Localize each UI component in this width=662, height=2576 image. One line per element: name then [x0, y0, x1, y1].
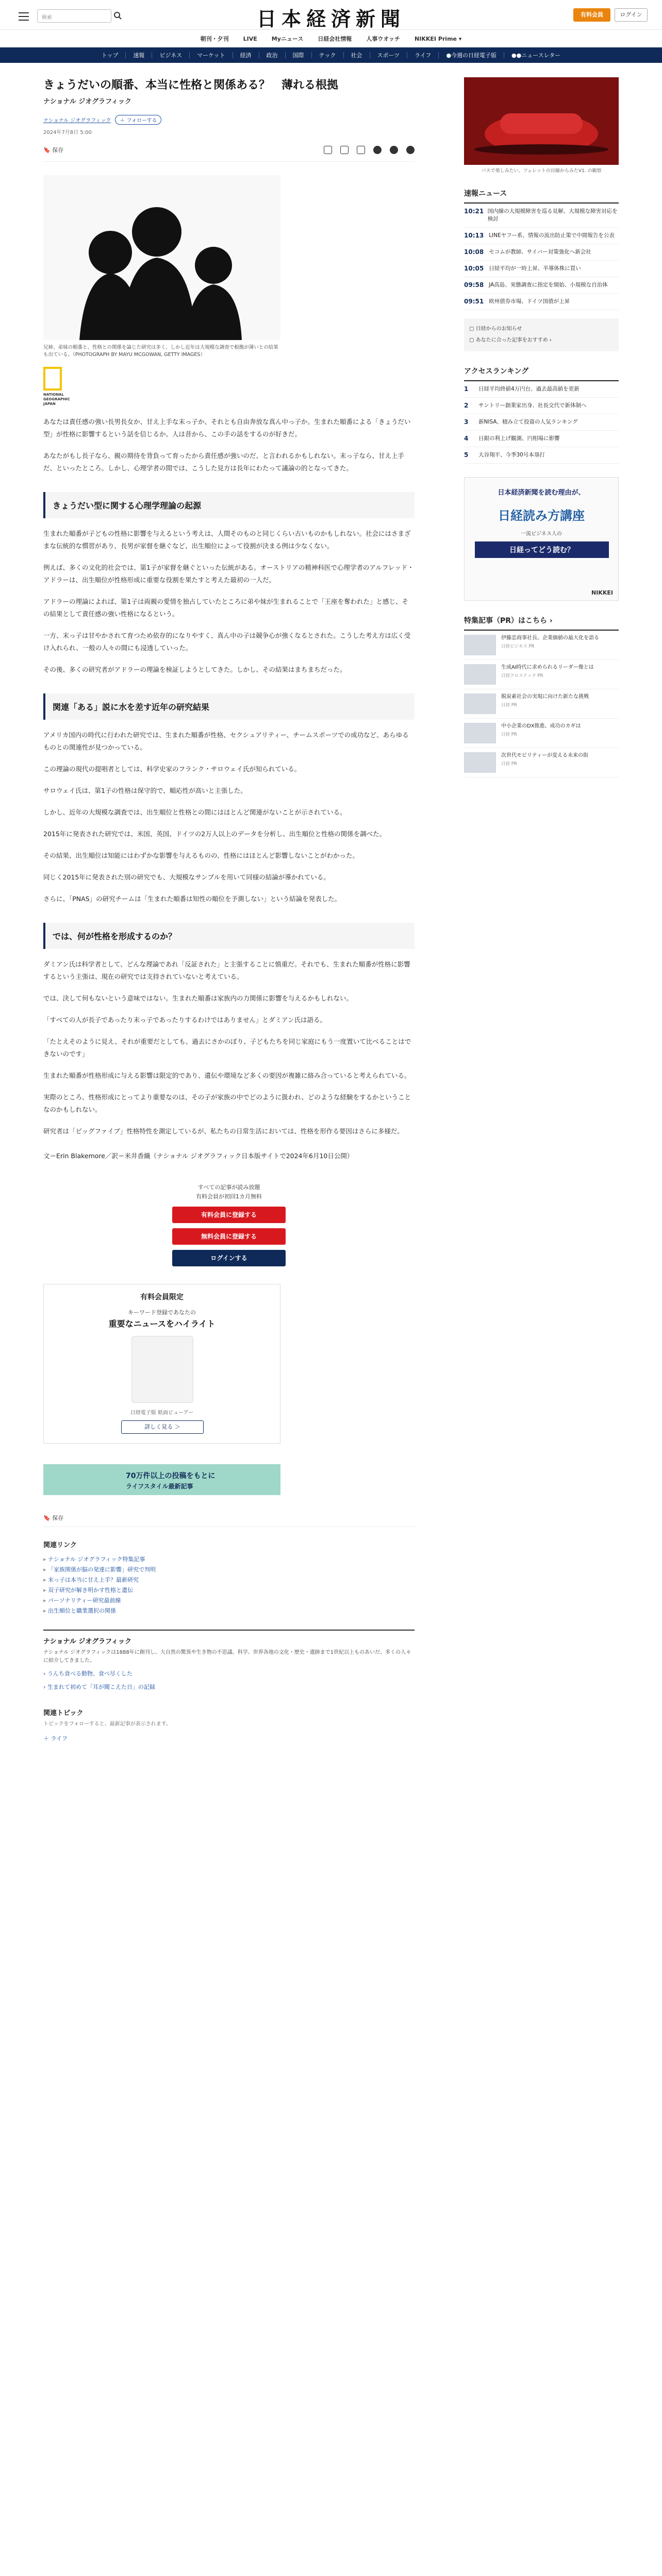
article-paragraph: さらに、「PNAS」の研究チームは「生まれた順番は知性の順位を予測しない」という結論を発表した。 — [43, 895, 341, 903]
paywall-text: すべての記事が読み放題 — [197, 1184, 260, 1191]
article-paragraph: 生まれた順番が性格形成に与える影響は限定的であり、遺伝や環境など多くの要因が複雑に絡み合っていると考えられている。 — [43, 1072, 411, 1079]
article-paragraph: しかし、近年の大規模な調査では、出生順位と性格との間にはほとんど関連がないことが示されている。 — [43, 808, 346, 816]
news-text: 国内線の大規模障害を巡る見解、大規模な障害対応を検討 — [487, 208, 618, 222]
source-box — [43, 1630, 415, 1692]
source-more-link[interactable]: › うんち食べる動物、食べ尽くした — [43, 1670, 133, 1677]
share-tools — [324, 146, 415, 154]
news-item[interactable] — [464, 204, 619, 228]
topic-description: トピックをフォローすると、最新記事が表示されます。 — [43, 1721, 171, 1727]
section-heading: 関連「ある」説に水を差す近年の研究結果 — [43, 693, 415, 720]
pr-text: 伊藤忠商事社長、企業価値の最大化を語る — [501, 635, 599, 641]
ranking-text: 日経平均終値4万円台、過去最高値を更新 — [478, 386, 580, 392]
nav-item[interactable]: 経済 — [240, 52, 252, 59]
nav-item[interactable]: トップ — [101, 52, 119, 59]
news-text: 欧州債券市場、ドイツ国債が上昇 — [489, 298, 570, 304]
news-time: 10:05 — [464, 265, 484, 272]
news-text: セコムが教師、サイバー対策強化へ新会社 — [489, 249, 591, 255]
news-item[interactable] — [464, 261, 619, 277]
nav-item[interactable]: ●今週の日経電子版 — [446, 52, 497, 59]
ranking-text: 大谷翔平、今季30号本塁打 — [478, 452, 545, 458]
site-logo[interactable]: 日本経済新聞 — [256, 7, 405, 30]
search-input[interactable]: 検索 — [37, 9, 111, 23]
nav-item[interactable]: テック — [319, 52, 336, 59]
main-navigation — [0, 47, 662, 63]
article-paragraph: 一方、末っ子は甘やかされて育つため依存的になりやすく、真ん中の子は競争心が強くなるとされた。こうした考え方は広く受け入れられ、一般の人々の間にも浸透していった。 — [43, 632, 411, 652]
news-time: 10:08 — [464, 248, 484, 256]
news-title: 速報ニュース — [464, 188, 619, 204]
ad2-line4: 日経ってどう読む？ — [475, 541, 609, 558]
sidebar-ad[interactable] — [464, 77, 619, 165]
features-more-button[interactable]: 詳しく見る ＞ — [121, 1420, 204, 1434]
article-kicker: ナショナル ジオグラフィック — [43, 98, 132, 106]
x-share-icon[interactable] — [373, 146, 382, 154]
bookmark-icon: 🔖 — [43, 147, 51, 154]
news-item[interactable] — [464, 244, 619, 261]
pr-thumbnail — [464, 723, 496, 743]
article-photo — [43, 175, 280, 340]
related-link[interactable]: ▸ 双子研究が解き明かす性格と遺伝 — [43, 1585, 415, 1596]
nav-item[interactable]: 速報 — [133, 52, 145, 59]
save-button[interactable] — [43, 146, 63, 154]
pr-item[interactable] — [464, 719, 619, 748]
sub-navigation — [0, 30, 662, 47]
notice-item[interactable]: ▢ 日経からのお知らせ — [469, 326, 522, 332]
pr-text: 次世代モビリティーが変える未来の街 — [501, 753, 588, 758]
article-paragraph: 実際のところ、性格形成にとってより重要なのは、その子が家族の中でどのように扱われ、どのような経験をするかということなのかもしれない。 — [43, 1093, 411, 1113]
pr-text: 脱炭素社会の実現に向けた新たな挑戦 — [501, 694, 589, 700]
nav-item[interactable]: マーケット — [197, 52, 225, 59]
topic-box — [43, 1707, 415, 1742]
reading-guide-ad[interactable] — [464, 477, 619, 601]
ad2-brand: NIKKEI — [591, 589, 613, 596]
article-meta — [43, 115, 415, 125]
pr-meta: 日経 PR — [501, 761, 517, 767]
top-bar — [0, 0, 662, 30]
article-paragraph: あなたは責任感の強い長男長女か、甘え上手な末っ子か、それとも自由奔放な真ん中っ子か。生まれた順番による「きょうだい型」が性格に影響するという話を信じるか。人は昔から、この手の話をするのが好きだ。 — [43, 418, 411, 438]
copy-link-icon[interactable] — [357, 146, 365, 154]
national-geographic-logo — [43, 367, 62, 391]
save-label: 保存 — [52, 1515, 64, 1521]
pr-item[interactable] — [464, 660, 619, 689]
facebook-share-icon[interactable] — [390, 146, 398, 154]
print-icon[interactable] — [324, 146, 332, 154]
subnav-item[interactable]: NIKKEI Prime ▾ — [415, 35, 462, 42]
nav-item[interactable]: スポーツ — [377, 52, 400, 59]
login-button-paywall[interactable]: ログインする — [172, 1250, 286, 1266]
ranking-item[interactable] — [464, 381, 619, 398]
pr-thumbnail — [464, 752, 496, 773]
article-paragraph: 同じく2015年に発表された別の研究でも、大規模なサンプルを用いて同様の結論が導かれている。 — [43, 873, 330, 881]
ng-logo-text: NATIONAL GEOGRAPHIC JAPAN — [43, 393, 70, 406]
ranking-number: 1 — [464, 385, 469, 393]
ad-image — [464, 77, 619, 165]
banner-line2: ライフスタイル最新記事 — [126, 1483, 193, 1490]
news-text: 日経平均が一時上昇、半導体株に買い — [489, 265, 581, 272]
notice-box — [464, 318, 619, 351]
ranking-number: 3 — [464, 418, 469, 426]
article-paragraph: あなたがもし長子なら、親の期待を背負って育ったから責任感が強いのだ、と言われるかもしれない。末っ子なら、甘え上手だ、といったところ。しかし、心理学者の間では、こうした見方は長年にわたって議論の的となってきた。 — [43, 452, 405, 472]
section-heading: では、何が性格を形成するのか？ — [43, 923, 415, 949]
features-card — [43, 1284, 280, 1444]
news-time: 09:51 — [464, 298, 484, 305]
subnav-item[interactable]: Myニュース — [271, 36, 304, 42]
article-paragraph: 「すべての人が長子であったり末っ子であったりするわけではありません」とダミアン氏は語る。 — [43, 1016, 327, 1024]
ad-caption: バスで楽しみたい、フェレットの目線からみたV1. の観察 — [481, 168, 602, 174]
news-item[interactable] — [464, 277, 619, 294]
related-link[interactable]: ▸ 末っ子は本当に甘え上手？最新研究 — [43, 1575, 415, 1585]
pr-item[interactable] — [464, 631, 619, 660]
sidebar — [464, 77, 619, 777]
related-link[interactable]: ▸ 「家族関係が脳の発達に影響」研究で判明 — [43, 1565, 415, 1575]
features-caption: 日経電子版 紙面ビューアー — [130, 1410, 194, 1416]
article-paragraph: アメリカ国内の時代に行われた研究では、生まれた順番が性格、セクシュアリティー、チームスポーツでの成功など、あらゆるものとの関連性が見つかっている。 — [43, 731, 409, 751]
news-text: LINEヤフー系、情報の流出防止策で中間報告を公表 — [489, 232, 615, 239]
subnav-item[interactable]: 朝刊・夕刊 — [200, 36, 229, 42]
pr-item[interactable] — [464, 689, 619, 719]
features-headline: 重要なニュースをハイライト — [108, 1319, 216, 1329]
pr-thumbnail — [464, 664, 496, 685]
article-paragraph: その結果、出生順位は知能にはわずかな影響を与えるものの、性格にはほとんど影響しないことがわかった。 — [43, 852, 359, 859]
source-name[interactable]: ナショナル ジオグラフィック — [43, 1638, 132, 1646]
save-label: 保存 — [52, 147, 64, 154]
ranking-item[interactable] — [464, 414, 619, 431]
news-text: JA高島、実態調査に指定を開始、小規模な自治体 — [489, 282, 608, 288]
hamburger-menu-icon[interactable] — [19, 12, 29, 21]
line-share-icon[interactable] — [406, 146, 415, 154]
pr-item[interactable] — [464, 748, 619, 777]
ranking-number: 2 — [464, 402, 469, 409]
nav-item[interactable]: ビジネス — [159, 52, 183, 59]
bookmark-icon: 🔖 — [43, 1515, 51, 1521]
article-paragraph: 研究者は「ビッグファイブ」性格特性を測定しているが、私たちの日常生活においては、性格を形作る要因はさらに多様だ。 — [43, 1127, 404, 1135]
news-item[interactable] — [464, 228, 619, 244]
paywall-box — [43, 1183, 415, 1266]
article-paragraph: ダミアン氏は科学者として、どんな理論であれ「反証された」と主張することに慎重だ。それでも、生まれた順番が性格に影響するという主張は、現在の研究では支持されていないと考えている。 — [43, 960, 410, 980]
register-free-button[interactable]: 無料会員に登録する — [172, 1228, 286, 1245]
source-link[interactable]: ナショナル ジオグラフィック — [43, 118, 111, 124]
ranking-item[interactable] — [464, 431, 619, 447]
related-list — [43, 1554, 415, 1616]
related-link[interactable]: ▸ 出生順位と職業選択の関係 — [43, 1606, 415, 1616]
pr-thumbnail — [464, 635, 496, 655]
pr-meta: 日経クロステック PR — [501, 673, 543, 679]
news-time: 10:21 — [464, 208, 484, 215]
silhouette-image — [43, 175, 280, 340]
pr-meta: 日経ビジネス PR — [501, 644, 535, 649]
features-title: 有料会員限定 — [140, 1293, 184, 1301]
paywall-text: 有料会員が初回1カ月無料 — [196, 1193, 262, 1200]
news-time: 10:13 — [464, 232, 484, 239]
ad2-line3: 一流ビジネス人の — [521, 531, 562, 537]
lifestyle-banner[interactable] — [43, 1464, 280, 1495]
nav-item[interactable]: 政治 — [266, 52, 278, 59]
article-headline: きょうだいの順番、本当に性格と関係ある？ 薄れる根拠 — [43, 79, 339, 92]
nav-item[interactable]: 社会 — [351, 52, 362, 59]
photo-caption: 兄姉、弟妹の順番と、性格との関係を論じた研究は多く、しかし近年は大規模な調査で根拠が薄いとの結果も出ている。（PHOTOGRAPH BY MAYU MCGOWAN, GETTY IMAGES） — [43, 345, 278, 358]
footer-tools — [43, 1514, 415, 1527]
pr-thumbnail — [464, 693, 496, 714]
viewer-image — [131, 1336, 193, 1403]
article-paragraph: 2015年に発表された研究では、米国、英国、ドイツの2万人以上のデータを分析し、出生順位と性格の関係を調べた。 — [43, 830, 386, 838]
pr-title[interactable]: 特集記事（PR）はこちら › — [464, 615, 619, 631]
ad2-line2: 日経読み方講座 — [498, 509, 585, 523]
banner-line1: 70万件以上の投稿をもとに — [126, 1472, 216, 1480]
article-paragraph: その後、多くの研究者がアドラーの理論を検証しようとしてきた。しかし、その結果はまちまちだった。 — [43, 666, 346, 673]
article-paragraph: では、決して何もないという意味ではない。生まれた順番は家族内の力関係に影響を与えるかもしれない。 — [43, 994, 353, 1002]
nav-item[interactable]: ライフ — [415, 52, 432, 59]
text-size-icon[interactable] — [340, 146, 349, 154]
subscribe-button[interactable]: 有料会員 — [573, 8, 610, 22]
related-link[interactable]: ▸ ナショナル ジオグラフィック特集記事 — [43, 1554, 415, 1565]
article-tools — [43, 146, 415, 162]
related-title: 関連リンク — [43, 1541, 77, 1549]
ranking-item[interactable] — [464, 398, 619, 414]
nav-item[interactable]: ●●ニュースレター — [511, 52, 561, 59]
ranking-number: 4 — [464, 435, 469, 442]
save-button-footer[interactable] — [43, 1514, 63, 1522]
pr-meta: 日経 PR — [501, 732, 517, 737]
ranking-number: 5 — [464, 451, 469, 459]
news-time: 09:58 — [464, 281, 484, 289]
source-more-link[interactable]: › 生まれて初めて「耳が聞こえた日」の記録 — [43, 1684, 155, 1690]
section-heading: きょうだい型に関する心理学理論の起源 — [43, 492, 415, 518]
subnav-item[interactable]: 日経会社情報 — [318, 36, 352, 42]
search-icon[interactable] — [113, 11, 122, 20]
ranking-text: 日銀の利上げ観測、円相場に影響 — [478, 435, 560, 442]
source-description: ナショナル ジオグラフィックは1888年に創刊し、大自然の驚異や生き物の不思議、科学、世界各地の文化・歴史・遺跡まで1世紀以上ものあいだ、多くの人々に紹介してきました。 — [43, 1650, 411, 1664]
ranking-text: 新NISA、積み立て投資の人気ランキング — [478, 419, 578, 425]
subnav-item[interactable]: LIVE — [243, 35, 257, 42]
subscribe-paid-button[interactable]: 有料会員に登録する — [172, 1207, 286, 1223]
related-link[interactable]: ▸ パーソナリティー研究最前線 — [43, 1596, 415, 1606]
article-main — [43, 77, 415, 1742]
features-subtitle: キーワード登録であなたの — [128, 1309, 196, 1316]
ad2-line1: 日本経済新聞を読む理由が、 — [498, 489, 585, 497]
topic-title: 関連トピック — [43, 1709, 84, 1717]
ranking-text: サントリー創業家出身、社長交代で新体制へ — [478, 402, 587, 409]
notice-item[interactable]: ▢ あなたに合った記事をおすすめ › — [469, 337, 552, 343]
article-paragraph: 例えば、多くの文化的社会では、第1子が家督を継ぐといった伝統がある。オーストリアの精神科医で心理学者のアルフレッド・アドラーは、出生順位が性格形成に重要な役割を果たすと考えた最初の一人だ。 — [43, 564, 414, 584]
follow-button[interactable]: ＋ フォローする — [115, 115, 161, 125]
access-ranking-title: アクセスランキング — [464, 366, 619, 381]
article-paragraph: 生まれた順番が子どもの性格に影響を与えるという考えは、人間そのものと同じくらい古いものかもしれない。社会にはさまざまな伝統的な慣習があり、長男が家督を継ぐなど、出生順位によって役割が決まる例は少なくない。 — [43, 530, 411, 550]
topic-follow-button[interactable]: ＋ ライフ — [43, 1735, 68, 1742]
article-paragraph: 「たとえそのように見え、それが重要だとしても、過去にさかのぼり、子どもたちを同じ家庭にもう一度置いて比べることはできないのです」 — [43, 1038, 411, 1058]
article-byline: 文＝Erin Blakemore／訳＝米井香織（ナショナル ジオグラフィック日本版サイトで2024年6月10日公開） — [43, 1152, 354, 1160]
ranking-item[interactable] — [464, 447, 619, 464]
publish-date: 2024年7月8日 5:00 — [43, 130, 92, 135]
login-button[interactable]: ログイン — [615, 8, 648, 22]
news-item[interactable] — [464, 294, 619, 310]
pr-text: 生成AI時代に求められるリーダー像とは — [501, 665, 594, 670]
article-paragraph: この理論の現代の提唱者としては、科学史家のフランク・サロウェイ氏が知られている。 — [43, 765, 301, 773]
pr-meta: 日経 PR — [501, 703, 517, 708]
nav-item[interactable]: 国際 — [292, 52, 304, 59]
subnav-item[interactable]: 人事ウオッチ — [366, 36, 401, 42]
article-paragraph: アドラーの理論によれば、第1子は両親の愛情を独占していたところに弟や妹が生まれることで「王座を奪われた」と感じ、その結果として責任感の強い性格になるという。 — [43, 598, 408, 618]
article-paragraph: サロウェイ氏は、第1子の性格は保守的で、順応性が高いと主張した。 — [43, 787, 247, 794]
pr-text: 中小企業のDX推進、成功のカギは — [501, 723, 581, 729]
